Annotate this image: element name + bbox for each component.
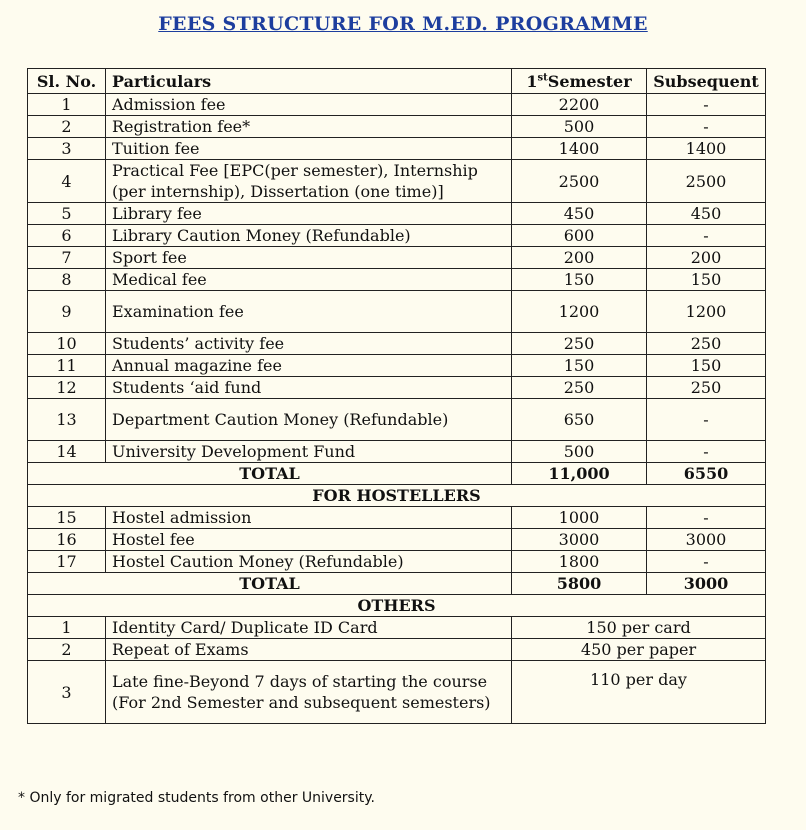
row-subsequent: 250: [647, 333, 766, 355]
row-particulars: Hostel fee: [106, 529, 512, 551]
row-number: 7: [28, 247, 106, 269]
row-subsequent: 2500: [647, 160, 766, 203]
row-first-semester: 1400: [512, 138, 647, 160]
table-row: [28, 94, 766, 116]
row-number: 15: [28, 507, 106, 529]
row-particulars: Department Caution Money (Refundable): [106, 399, 512, 441]
table-row: [28, 551, 766, 573]
row-number: 3: [28, 138, 106, 160]
row-subsequent: 450: [647, 203, 766, 225]
row-number: 12: [28, 377, 106, 399]
table-row: [28, 269, 766, 291]
row-first-semester: 500: [512, 441, 647, 463]
row-subsequent: -: [647, 399, 766, 441]
row-particulars: Hostel admission: [106, 507, 512, 529]
row-particulars: Library Caution Money (Refundable): [106, 225, 512, 247]
row-particulars: Late fine-Beyond 7 days of starting the course (For 2nd Semester and subsequent semesters): [106, 661, 512, 724]
header-subsequent: Subsequent: [647, 69, 766, 94]
table-row: [28, 377, 766, 399]
row-subsequent: 200: [647, 247, 766, 269]
table-header-row: [28, 69, 766, 94]
page-title: FEES STRUCTURE FOR M.ED. PROGRAMME: [158, 13, 648, 35]
table-row: [28, 661, 766, 724]
total-subsequent: 6550: [647, 463, 766, 485]
row-particulars: Identity Card/ Duplicate ID Card: [106, 617, 512, 639]
row-subsequent: -: [647, 94, 766, 116]
row-number: 14: [28, 441, 106, 463]
row-first-semester: 2200: [512, 94, 647, 116]
total-subsequent: 3000: [647, 573, 766, 595]
row-subsequent: 250: [647, 377, 766, 399]
row-subsequent: -: [647, 116, 766, 138]
row-number: 1: [28, 94, 106, 116]
row-subsequent: -: [647, 225, 766, 247]
table-row: [28, 333, 766, 355]
row-number: 6: [28, 225, 106, 247]
row-subsequent: -: [647, 551, 766, 573]
row-number: 13: [28, 399, 106, 441]
row-particulars: Sport fee: [106, 247, 512, 269]
row-particulars: Students ‘aid fund: [106, 377, 512, 399]
fees-table: [27, 68, 766, 724]
row-particulars: Library fee: [106, 203, 512, 225]
row-first-semester: 1800: [512, 551, 647, 573]
row-particulars: Repeat of Exams: [106, 639, 512, 661]
row-first-semester: 3000: [512, 529, 647, 551]
row-number: 2: [28, 639, 106, 661]
row-subsequent: 1200: [647, 291, 766, 333]
row-first-semester: 1000: [512, 507, 647, 529]
total-first-semester: 5800: [512, 573, 647, 595]
row-number: 9: [28, 291, 106, 333]
table-row: [28, 291, 766, 333]
row-number: 17: [28, 551, 106, 573]
row-particulars: Practical Fee [EPC(per semester), Internship (per internship), Dissertation (one time)]: [106, 160, 512, 203]
row-particulars: Hostel Caution Money (Refundable): [106, 551, 512, 573]
row-number: 8: [28, 269, 106, 291]
table-row: [28, 529, 766, 551]
row-particulars: Medical fee: [106, 269, 512, 291]
section-heading-others: OTHERS: [28, 595, 766, 617]
row-number: 11: [28, 355, 106, 377]
table-row: [28, 160, 766, 203]
row-first-semester: 650: [512, 399, 647, 441]
row-first-semester: 2500: [512, 160, 647, 203]
row-first-semester: 250: [512, 377, 647, 399]
total-row: [28, 463, 766, 485]
row-subsequent: 150: [647, 355, 766, 377]
row-number: 1: [28, 617, 106, 639]
row-number: 16: [28, 529, 106, 551]
header-sl-no: Sl. No.: [28, 69, 106, 94]
total-row: [28, 573, 766, 595]
table-row: [28, 116, 766, 138]
row-subsequent: 150: [647, 269, 766, 291]
section-heading-hostellers: FOR HOSTELLERS: [28, 485, 766, 507]
row-subsequent: -: [647, 441, 766, 463]
footnote: * Only for migrated students from other University.: [18, 790, 375, 806]
row-charge: 450 per paper: [512, 639, 766, 661]
row-subsequent: 3000: [647, 529, 766, 551]
row-number: 4: [28, 160, 106, 203]
row-particulars: Examination fee: [106, 291, 512, 333]
table-row: [28, 441, 766, 463]
row-number: 2: [28, 116, 106, 138]
header-particulars: Particulars: [106, 69, 512, 94]
row-subsequent: 1400: [647, 138, 766, 160]
table-row: [28, 355, 766, 377]
row-particulars: Tuition fee: [106, 138, 512, 160]
row-charge: 110 per day: [512, 661, 766, 724]
row-first-semester: 450: [512, 203, 647, 225]
row-number: 10: [28, 333, 106, 355]
row-first-semester: 250: [512, 333, 647, 355]
row-first-semester: 150: [512, 269, 647, 291]
row-subsequent: -: [647, 507, 766, 529]
table-row: [28, 617, 766, 639]
table-row: [28, 203, 766, 225]
table-row: [28, 138, 766, 160]
row-first-semester: 500: [512, 116, 647, 138]
row-particulars: Admission fee: [106, 94, 512, 116]
row-particulars: University Development Fund: [106, 441, 512, 463]
row-particulars: Students’ activity fee: [106, 333, 512, 355]
row-particulars: Annual magazine fee: [106, 355, 512, 377]
row-first-semester: 150: [512, 355, 647, 377]
table-row: [28, 507, 766, 529]
table-row: [28, 639, 766, 661]
table-row: [28, 399, 766, 441]
row-charge: 150 per card: [512, 617, 766, 639]
header-first-semester: 1stSemester: [512, 69, 647, 94]
row-number: 5: [28, 203, 106, 225]
section-heading-others-row: [28, 595, 766, 617]
row-first-semester: 1200: [512, 291, 647, 333]
total-first-semester: 11,000: [512, 463, 647, 485]
row-first-semester: 600: [512, 225, 647, 247]
row-particulars: Registration fee*: [106, 116, 512, 138]
table-row: [28, 247, 766, 269]
row-first-semester: 200: [512, 247, 647, 269]
total-label: TOTAL: [28, 463, 512, 485]
table-row: [28, 225, 766, 247]
row-number: 3: [28, 661, 106, 724]
total-label: TOTAL: [28, 573, 512, 595]
section-heading-hostellers-row: [28, 485, 766, 507]
